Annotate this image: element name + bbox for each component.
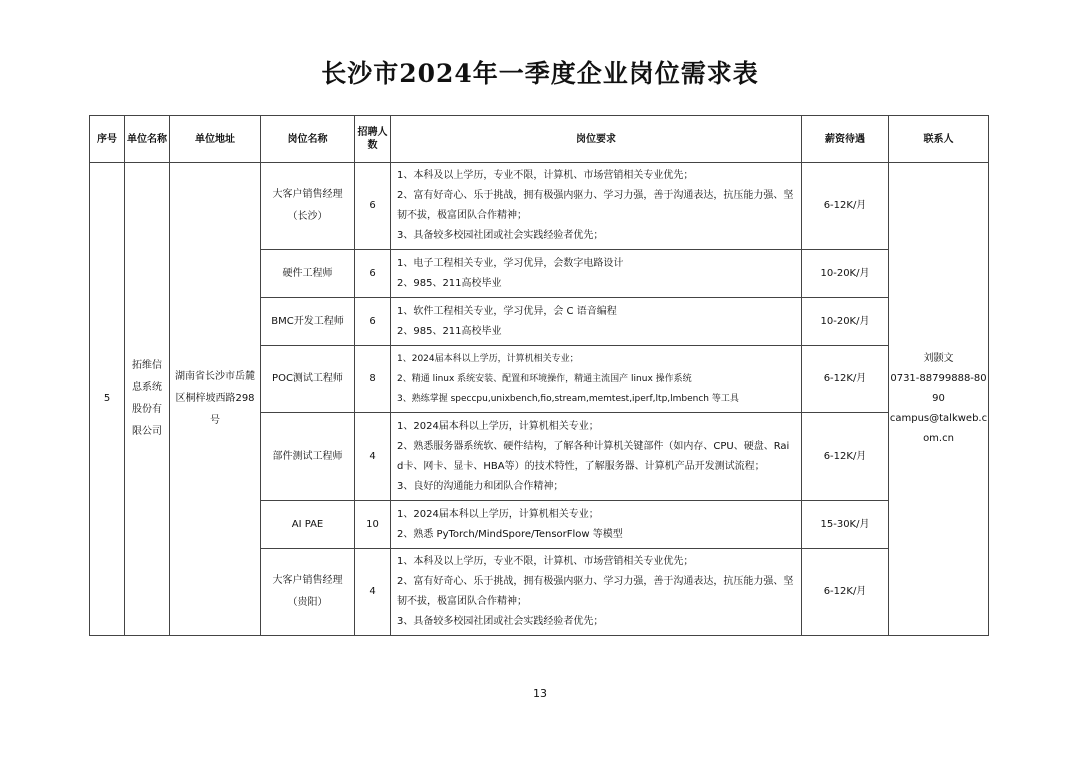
position-count: 6 <box>355 298 391 346</box>
position-count: 6 <box>355 163 391 250</box>
contact-cell <box>889 163 989 636</box>
requirement-line: 3、具备较多校园社团或社会实践经验者优先； <box>397 616 604 627</box>
requirement-line: 1、2024届本科以上学历，计算机相关专业； <box>397 354 579 364</box>
company-address: 湖南省长沙市岳麓区桐梓坡西路298号 <box>170 163 261 636</box>
position-requirements <box>391 413 802 501</box>
requirement-line: 2、精通 linux 系统安装、配置和环境操作，精通主流国产 linux 操作系统 <box>397 374 692 384</box>
requirement-line: 3、具备较多校园社团或社会实践经验者优先； <box>397 230 604 241</box>
position-requirements <box>391 501 802 549</box>
header-seq: 序号 <box>90 116 125 163</box>
position-salary: 6-12K/月 <box>802 413 889 501</box>
position-count: 4 <box>355 413 391 501</box>
header-requirements: 岗位要求 <box>391 116 802 163</box>
requirement-line: 1、2024届本科以上学历，计算机相关专业； <box>397 508 599 520</box>
position-name: BMC开发工程师 <box>261 298 355 346</box>
requirement-line: 2、985、211高校毕业 <box>397 325 502 337</box>
position-name: 硬件工程师 <box>261 250 355 298</box>
header-position-name: 岗位名称 <box>261 116 355 163</box>
position-requirements <box>391 163 802 250</box>
position-salary: 10-20K/月 <box>802 298 889 346</box>
page-title: 长沙市2024年一季度企业岗位需求表 <box>321 59 759 88</box>
requirement-line: 2、熟悉 PyTorch/MindSpore/TensorFlow 等模型 <box>397 528 623 540</box>
header-unit-name: 单位名称 <box>125 116 170 163</box>
company-name: 拓维信息系统股份有限公司 <box>125 163 170 636</box>
requirement-line: 1、软件工程相关专业，学习优异，会 C 语音编程 <box>397 305 617 317</box>
page-number: 13 <box>533 687 547 700</box>
position-salary: 15-30K/月 <box>802 501 889 549</box>
requirement-line: 2、富有好奇心、乐于挑战，拥有极强内驱力、学习力强，善于沟通表达，抗压能力强、坚韧不拔，极富团队合作精神； <box>397 576 794 607</box>
header-contact: 联系人 <box>889 116 989 163</box>
position-name: 部件测试工程师 <box>261 413 355 501</box>
position-name: AI PAE <box>261 501 355 549</box>
contact-email: campus@talkweb.com.cn <box>889 413 988 444</box>
requirement-line: 2、富有好奇心、乐于挑战，拥有极强内驱力、学习力强，善于沟通表达，抗压能力强、坚韧不拔，极富团队合作精神； <box>397 190 794 221</box>
header-headcount: 招聘人数 <box>355 116 391 163</box>
position-salary: 6-12K/月 <box>802 163 889 250</box>
requirement-line: 2、985、211高校毕业 <box>397 277 502 289</box>
position-name: 大客户销售经理（长沙） <box>261 163 355 250</box>
position-count: 10 <box>355 501 391 549</box>
position-count: 8 <box>355 346 391 413</box>
table-row <box>90 163 989 250</box>
header-unit-address: 单位地址 <box>170 116 261 163</box>
requirement-line: 1、本科及以上学历，专业不限，计算机、市场营销相关专业优先； <box>397 170 694 181</box>
position-requirements <box>391 346 802 413</box>
position-requirements <box>391 298 802 346</box>
requirement-line: 1、电子工程相关专业，学习优异，会数字电路设计 <box>397 257 624 269</box>
company-seq: 5 <box>90 163 125 636</box>
position-salary: 6-12K/月 <box>802 346 889 413</box>
position-name: POC测试工程师 <box>261 346 355 413</box>
requirement-line: 1、本科及以上学历，专业不限，计算机、市场营销相关专业优先； <box>397 556 694 567</box>
requirement-line: 3、熟练掌握 speccpu,unixbench,fio,stream,memtest,iperf,ltp,lmbench 等工具 <box>397 394 739 404</box>
position-salary: 10-20K/月 <box>802 250 889 298</box>
header-salary: 薪资待遇 <box>802 116 889 163</box>
job-demand-table <box>89 115 989 636</box>
table-header-row <box>90 116 989 163</box>
position-requirements <box>391 549 802 636</box>
contact-phone: 0731-88799888-8090 <box>890 373 987 404</box>
position-salary: 6-12K/月 <box>802 549 889 636</box>
contact-name: 刘颢文 <box>923 353 954 364</box>
position-count: 6 <box>355 250 391 298</box>
requirement-line: 2、熟悉服务器系统软、硬件结构，了解各种计算机关键部件（如内存、CPU、硬盘、Raid卡、网卡、显卡、HBA等）的技术特性，了解服务器、计算机产品开发测试流程； <box>397 440 790 472</box>
requirement-line: 1、2024届本科以上学历，计算机相关专业； <box>397 420 599 432</box>
position-requirements <box>391 250 802 298</box>
requirement-line: 3、良好的沟通能力和团队合作精神； <box>397 480 564 492</box>
position-count: 4 <box>355 549 391 636</box>
position-name: 大客户销售经理（贵阳） <box>261 549 355 636</box>
